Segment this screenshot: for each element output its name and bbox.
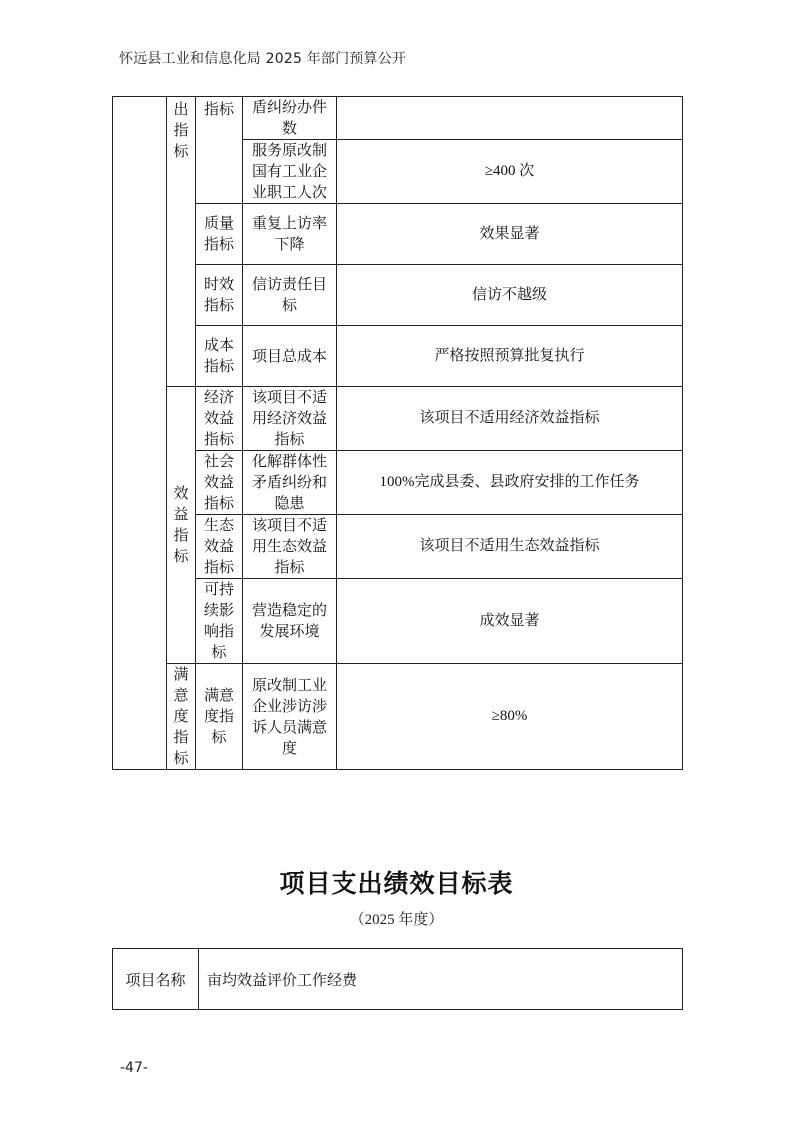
level3-cell: 该项目不适用经济效益指标 (243, 387, 337, 451)
output-indicator-label: 出指标 (167, 97, 196, 387)
level3-cell: 项目总成本 (243, 326, 337, 387)
value-cell: 成效显著 (337, 579, 683, 664)
table-row (113, 664, 683, 770)
level1-cell (113, 97, 167, 770)
table-row (113, 949, 683, 1010)
level2-cell: 可持续影响指标 (196, 579, 243, 664)
project-name-table (112, 948, 683, 1010)
satisfaction-indicator-label: 满意度指标 (167, 664, 196, 770)
page-number: -47- (120, 1060, 148, 1076)
table-row (113, 515, 683, 579)
level3-cell: 信访责任目标 (243, 265, 337, 326)
level2-cell: 经济效益指标 (196, 387, 243, 451)
value-cell: 严格按照预算批复执行 (337, 326, 683, 387)
table-row (113, 451, 683, 515)
value-cell: 信访不越级 (337, 265, 683, 326)
project-name-label: 项目名称 (113, 949, 199, 1010)
value-cell: ≥80% (337, 664, 683, 770)
level2-cell: 成本指标 (196, 326, 243, 387)
level2-cell: 生态效益指标 (196, 515, 243, 579)
document-title: 项目支出绩效目标表 (279, 869, 514, 898)
value-cell: 效果显著 (337, 204, 683, 265)
level3-cell: 盾纠纷办件数 (243, 97, 337, 140)
value-cell: ≥400 次 (337, 140, 683, 204)
level2-cell: 质量指标 (196, 204, 243, 265)
value-cell (337, 97, 683, 140)
table-row (113, 579, 683, 664)
page-header: 怀远县工业和信息化局 2025 年部门预算公开 (119, 51, 407, 67)
value-cell: 该项目不适用经济效益指标 (337, 387, 683, 451)
table-row (113, 265, 683, 326)
table-row (113, 387, 683, 451)
performance-indicator-table (112, 96, 683, 770)
level2-cell: 满意度指标 (196, 664, 243, 770)
level2-cell: 指标 (196, 97, 243, 204)
table-row (113, 326, 683, 387)
table-row (113, 97, 683, 140)
value-cell: 该项目不适用生态效益指标 (337, 515, 683, 579)
project-name-value: 亩均效益评价工作经费 (199, 949, 683, 1010)
document-subtitle: （2025 年度） (349, 912, 444, 928)
level3-cell: 该项目不适用生态效益指标 (243, 515, 337, 579)
level3-cell: 化解群体性矛盾纠纷和隐患 (243, 451, 337, 515)
level3-cell: 服务原改制国有工业企业职工人次 (243, 140, 337, 204)
level3-cell: 营造稳定的发展环境 (243, 579, 337, 664)
level3-cell: 重复上访率下降 (243, 204, 337, 265)
value-cell: 100%完成县委、县政府安排的工作任务 (337, 451, 683, 515)
table-row (113, 204, 683, 265)
level2-cell: 社会效益指标 (196, 451, 243, 515)
effect-indicator-label: 效益指标 (167, 387, 196, 664)
level3-cell: 原改制工业企业涉访涉诉人员满意度 (243, 664, 337, 770)
level2-cell: 时效指标 (196, 265, 243, 326)
